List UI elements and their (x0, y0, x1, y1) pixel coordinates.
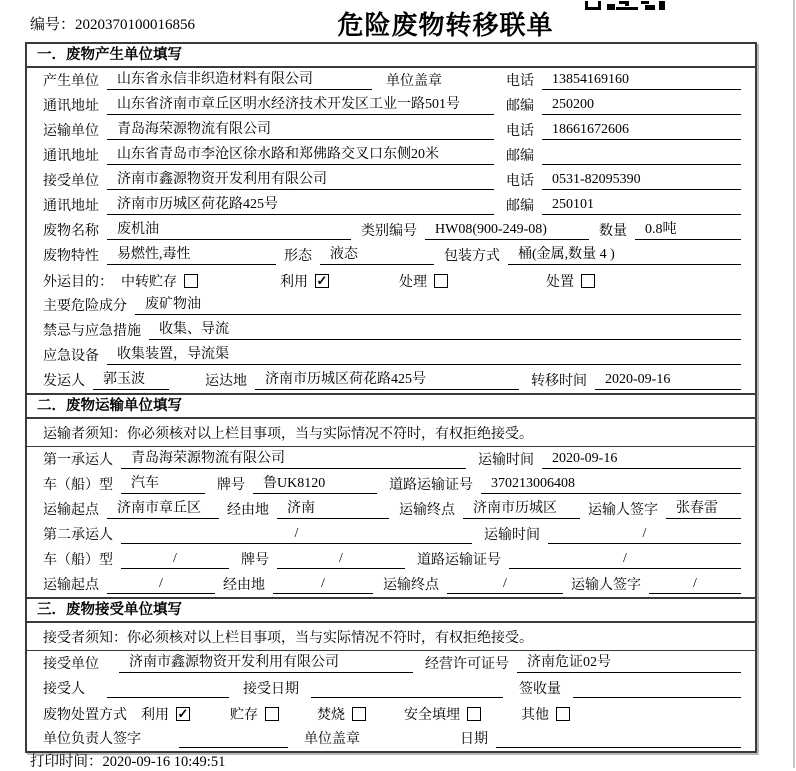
time2-value: / (548, 526, 741, 544)
cb-transfer-label: 中转贮存 (121, 274, 177, 290)
purpose-option-use (280, 271, 329, 291)
form-row-waste-name (27, 218, 755, 243)
permit-value: 济南危证02号 (517, 651, 741, 673)
carrier2-value: / (121, 526, 472, 544)
cb-treat-label: 处理 (399, 274, 427, 290)
traits-value: 易燃性,毒性 (107, 243, 276, 265)
equipment-value: 收集装置，导流渠 (107, 343, 741, 365)
receive-unit-label: 接受单位 (43, 174, 99, 189)
end2-value: / (447, 576, 563, 594)
form-row-address2 (27, 143, 755, 168)
page-edge-line (793, 0, 795, 768)
license1-label: 道路运输证号 (389, 478, 473, 493)
cb-use-label: 利用 (280, 274, 308, 290)
phone2-value: 18661672606 (542, 122, 741, 140)
dest-value: 济南市历城区荷花路425号 (255, 368, 519, 390)
purpose-option-transfer (121, 271, 198, 291)
use3-checkbox (176, 707, 190, 721)
form-state-label: 形态 (284, 249, 312, 264)
form-row-disposal (27, 701, 755, 726)
permit-label: 经营许可证号 (425, 657, 509, 672)
origin1-label: 运输起点 (43, 503, 99, 518)
dispose-checkbox (581, 274, 595, 288)
category-value: HW08(900-249-08) (425, 222, 589, 240)
vehicle1-label: 车（船）型 (43, 478, 113, 493)
hazard-value: 废矿物油 (135, 293, 741, 315)
carrier2-label: 第二承运人 (43, 528, 113, 543)
transporter-notice: 运输者须知：你必须核对以上栏目事项，当与实际情况不符时，有权拒绝接受。 (27, 419, 755, 447)
disposal-option-landfill (404, 704, 481, 724)
form-row-emergency (27, 318, 755, 343)
use-checkmark: ✓ (316, 273, 328, 288)
quantity-label: 数量 (599, 224, 627, 239)
form-row-purpose (27, 268, 755, 293)
address2-value: 山东省青岛市李沧区徐水路和郑佛路交叉口东侧20米 (107, 143, 494, 165)
waste-name-label: 废物名称 (43, 224, 99, 239)
carrier1-label: 第一承运人 (43, 453, 113, 468)
form-row-produce-unit (27, 68, 755, 93)
form-row-receiver (27, 676, 755, 701)
section-3-header: 三．废物接受单位填写 (27, 597, 755, 623)
receive-unit3-label: 接受单位 (43, 657, 99, 672)
responsible-sign-label: 单位负责人签字 (43, 732, 141, 747)
form-row-responsible-sign (27, 726, 755, 751)
transfer-time-label: 转移时间 (531, 374, 587, 389)
origin2-value: / (107, 576, 215, 594)
phone3-label: 电话 (506, 174, 534, 189)
date-value (496, 746, 741, 748)
zip3-value: 250101 (542, 197, 741, 215)
transfer-checkbox (184, 274, 198, 288)
form-row-receive-unit (27, 168, 755, 193)
page-title: 危险废物转移联单 (337, 11, 554, 40)
form-row-carrier2 (27, 522, 755, 547)
traits-label: 废物特性 (43, 249, 99, 264)
doc-number-value: 2020370100016856 (75, 17, 196, 33)
section-2-header: 二．废物运输单位填写 (27, 393, 755, 419)
form-row-route1 (27, 497, 755, 522)
form-row-hazard (27, 293, 755, 318)
via2-value: / (273, 576, 373, 594)
receiver-value (107, 696, 229, 698)
end2-label: 运输终点 (383, 578, 439, 593)
license2-value: / (509, 551, 741, 569)
treat-checkbox (434, 274, 448, 288)
phone2-label: 电话 (506, 124, 534, 139)
category-label: 类别编号 (361, 224, 417, 239)
license1-value: 370213006408 (481, 476, 741, 494)
quantity-value: 0.8吨 (635, 218, 741, 240)
received-qty-value (573, 696, 741, 698)
waste-name-value: 废机油 (107, 218, 351, 240)
vehicle2-label: 车（船）型 (43, 553, 113, 568)
receiver-label: 接受人 (43, 682, 85, 697)
plate1-value: 鲁UK8120 (253, 472, 377, 494)
receiver-notice: 接受者须知：你必须核对以上栏目事项，当与实际情况不符时，有权拒绝接受。 (27, 623, 755, 651)
purpose-label: 外运目的： (43, 274, 113, 290)
emergency-label: 禁忌与应急措施 (43, 324, 141, 339)
phone3-value: 0531-82095390 (542, 172, 741, 190)
sign2-value: / (649, 576, 741, 594)
time1-value: 2020-09-16 (542, 451, 741, 469)
end1-value: 济南市历城区 (463, 497, 580, 519)
other-checkbox (556, 707, 570, 721)
unit-seal3-label: 单位盖章 (304, 732, 360, 747)
time1-label: 运输时间 (478, 453, 534, 468)
shipper-label: 发运人 (43, 374, 85, 389)
transfer-time-value: 2020-09-16 (595, 372, 741, 390)
form-row-shipper (27, 368, 755, 393)
shipper-value: 郭玉波 (93, 368, 169, 390)
disposal-label: 废物处置方式 (43, 707, 127, 723)
form-row-address1 (27, 93, 755, 118)
receive-date-value (311, 696, 503, 698)
via2-label: 经由地 (223, 578, 265, 593)
address1-label: 通讯地址 (43, 99, 99, 114)
purpose-option-treat (399, 271, 448, 291)
transport-unit-value: 青岛海荣源物流有限公司 (107, 118, 494, 140)
doc-number-label: 编号： (30, 17, 76, 33)
disposal-option-use (141, 704, 190, 724)
print-time-label: 打印时间： (30, 754, 103, 770)
print-time-value: 2020-09-16 10:49:51 (102, 754, 226, 770)
document-header (0, 0, 796, 42)
form-row-waste-traits (27, 243, 755, 268)
carrier1-value: 青岛海荣源物流有限公司 (121, 447, 466, 469)
form-row-transport-unit (27, 118, 755, 143)
vehicle2-value: / (121, 551, 229, 569)
purpose-option-dispose (546, 271, 595, 291)
cb3-burn-label: 焚烧 (317, 707, 345, 723)
store-checkbox (265, 707, 279, 721)
use3-checkmark: ✓ (177, 706, 189, 721)
form-row-vehicle2 (27, 547, 755, 572)
end1-label: 运输终点 (399, 503, 455, 518)
zip3-label: 邮编 (506, 199, 534, 214)
sign1-label: 运输人签字 (588, 503, 658, 518)
equipment-label: 应急设备 (43, 349, 99, 364)
landfill-checkbox (467, 707, 481, 721)
origin2-label: 运输起点 (43, 578, 99, 593)
form-row-equipment (27, 343, 755, 368)
form-row-vehicle1 (27, 472, 755, 497)
vehicle1-value: 汽车 (121, 472, 205, 494)
burn-checkbox (352, 707, 366, 721)
emergency-value: 收集、导流 (149, 318, 741, 340)
produce-unit-label: 产生单位 (43, 74, 99, 89)
time2-label: 运输时间 (484, 528, 540, 543)
via1-value: 济南 (277, 497, 389, 519)
plate1-label: 牌号 (217, 478, 245, 493)
disposal-option-other (521, 704, 570, 724)
receive-unit3-value: 济南市鑫源物资开发利用有限公司 (119, 651, 413, 673)
produce-unit-value: 山东省永信非织造材料有限公司 (107, 68, 372, 90)
cb3-other-label: 其他 (521, 707, 549, 723)
packing-value: 桶(金属,数量 4 ) (508, 243, 741, 265)
zip2-value (542, 163, 741, 165)
date-label: 日期 (460, 732, 488, 747)
cb-dispose-label: 处置 (546, 274, 574, 290)
zip1-value: 250200 (542, 97, 741, 115)
unit-seal-label: 单位盖章 (386, 74, 442, 89)
license2-label: 道路运输证号 (417, 553, 501, 568)
form-row-carrier1 (27, 447, 755, 472)
disposal-option-store (230, 704, 279, 724)
address2-label: 通讯地址 (43, 149, 99, 164)
use-checkbox (315, 274, 329, 288)
zip1-label: 邮编 (506, 99, 534, 114)
form-state-value: 液态 (320, 243, 434, 265)
manifest-form-table (25, 42, 757, 753)
via1-label: 经由地 (227, 503, 269, 518)
packing-label: 包装方式 (444, 249, 500, 264)
sign1-value: 张春雷 (666, 497, 741, 519)
qr-code-fragment-icon (585, 0, 669, 16)
zip2-label: 邮编 (506, 149, 534, 164)
disposal-option-burn (317, 704, 366, 724)
form-row-address3 (27, 193, 755, 218)
cb3-store-label: 贮存 (230, 707, 258, 723)
plate2-value: / (277, 551, 405, 569)
phone1-label: 电话 (506, 74, 534, 89)
receive-date-label: 接受日期 (243, 682, 299, 697)
phone1-value: 13854169160 (542, 72, 741, 90)
received-qty-label: 签收量 (519, 682, 561, 697)
sign2-label: 运输人签字 (571, 578, 641, 593)
address3-value: 济南市历城区荷花路425号 (107, 193, 494, 215)
section-1-header: 一．废物产生单位填写 (27, 44, 755, 68)
address1-value: 山东省济南市章丘区明水经济技术开发区工业一路501号 (107, 93, 494, 115)
form-row-route2 (27, 572, 755, 597)
receive-unit-value: 济南市鑫源物资开发利用有限公司 (107, 168, 494, 190)
origin1-value: 济南市章丘区 (107, 497, 219, 519)
plate2-label: 牌号 (241, 553, 269, 568)
transport-unit-label: 运输单位 (43, 124, 99, 139)
cb3-use-label: 利用 (141, 707, 169, 723)
dest-label: 运达地 (205, 374, 247, 389)
hazard-label: 主要危险成分 (43, 299, 127, 314)
address3-label: 通讯地址 (43, 199, 99, 214)
cb3-landfill-label: 安全填埋 (404, 707, 460, 723)
responsible-sign-value (179, 746, 288, 748)
form-row-receive-unit-3 (27, 651, 755, 676)
